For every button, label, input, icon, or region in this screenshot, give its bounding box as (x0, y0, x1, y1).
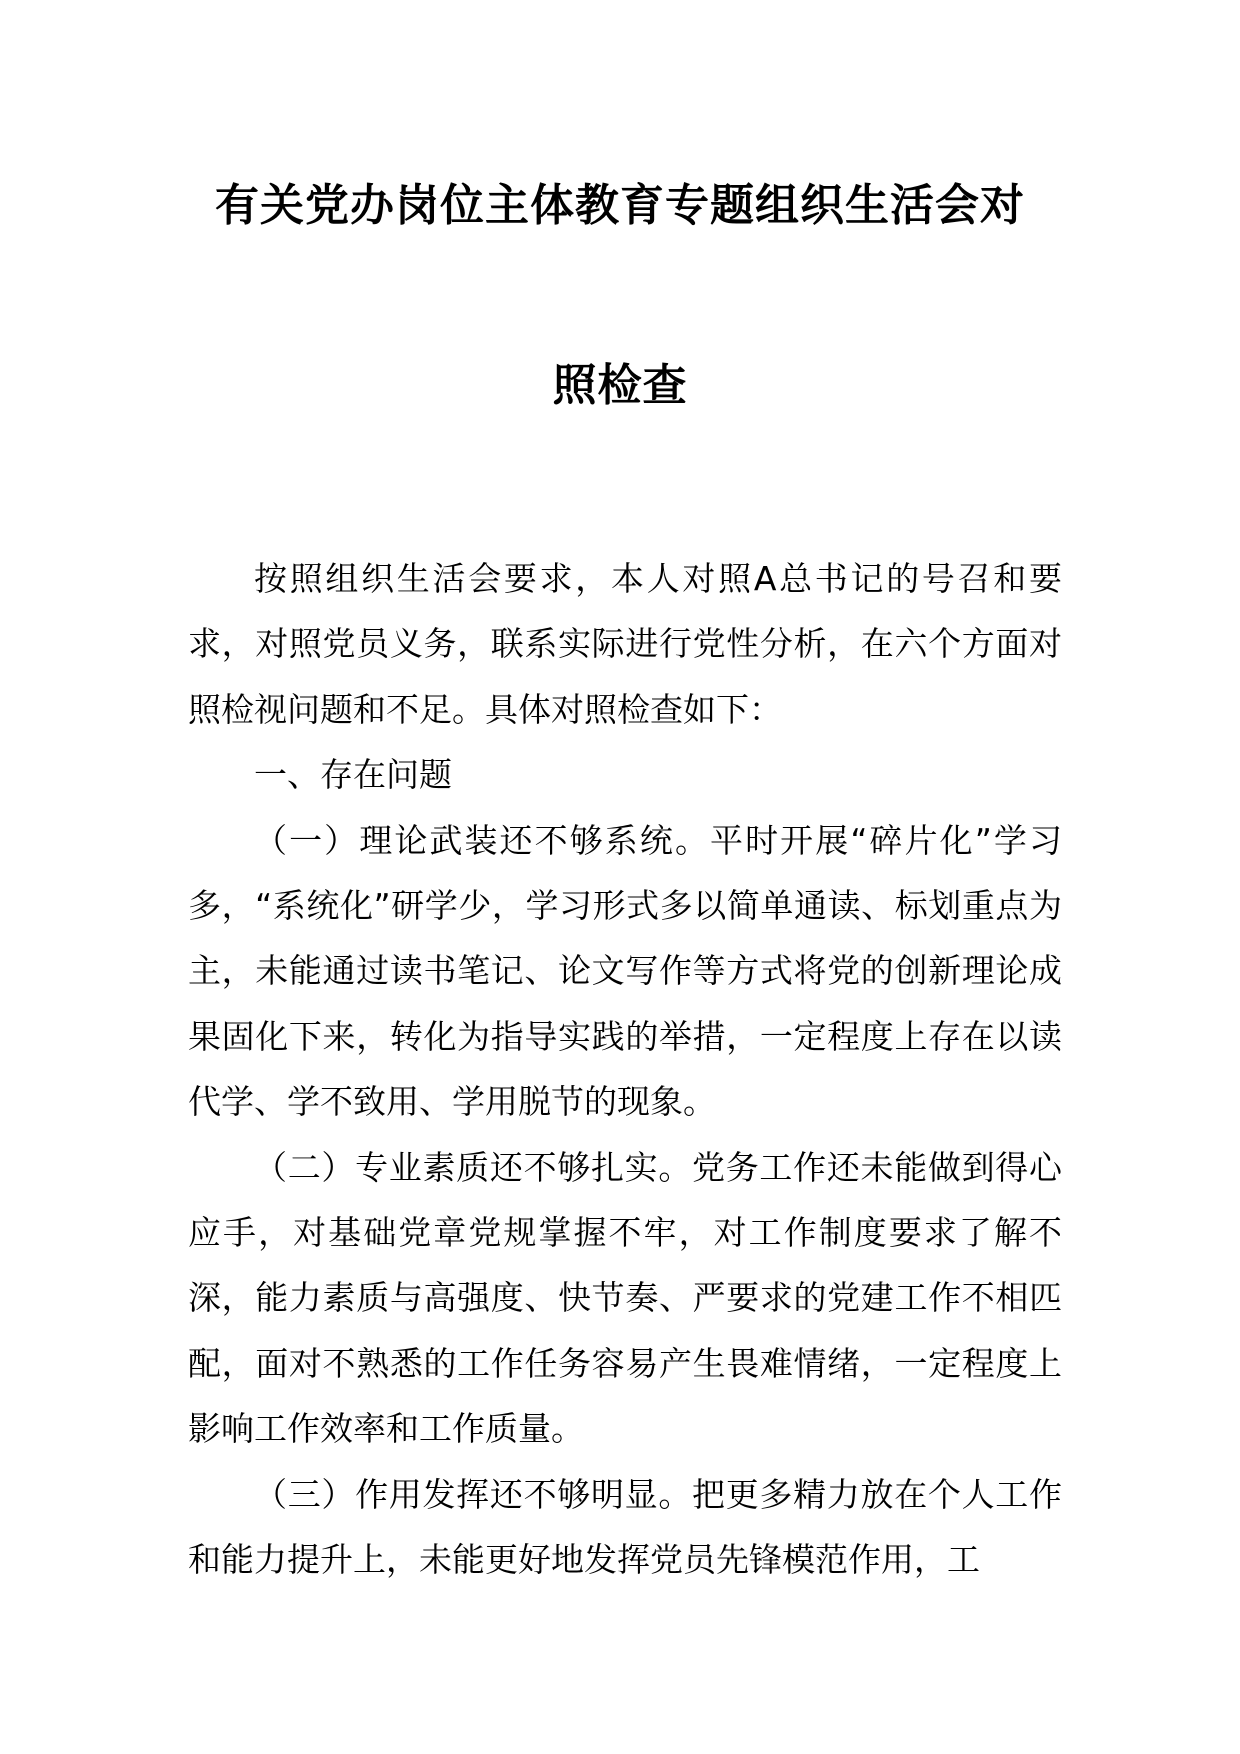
section-heading-problems: 一、存在问题 (254, 755, 452, 795)
intro-paragraph: 按照组织生活会要求，本人对照A总书记的号召和要求，对照党员义务，联系实际进行党性分析，在六个方面对照检视问题和不足。具体对照检查如下： (188, 559, 1062, 729)
document-body (188, 546, 1062, 1593)
document-title-line-1: 有关党办岗位主体教育专题组织生活会对 (215, 180, 1025, 231)
problem-paragraph-3: （三）作用发挥还不够明显。把更多精力放在个人工作和能力提升上，未能更好地发挥党员先锋模范作用，工 (188, 1474, 1062, 1580)
problem-paragraph-2: （二）专业素质还不够扎实。党务工作还未能做到得心应手，对基础党章党规掌握不牢，对工作制度要求了解不深，能力素质与高强度、快节奏、严要求的党建工作不相匹配，面对不熟悉的工作任务容易产生畏难情绪，一定程度上影响工作效率和工作质量。 (188, 1147, 1062, 1449)
document-title-line-2: 照检查 (552, 360, 688, 411)
problem-paragraph-1: （一）理论武装还不够系统。平时开展“碎片化”学习多，“系统化”研学少，学习形式多以简单通读、标划重点为主，未能通过读书笔记、论文写作等方式将党的创新理论成果固化下来，转化为指导实践的举措，一定程度上存在以读代学、学不致用、学用脱节的现象。 (188, 820, 1062, 1122)
